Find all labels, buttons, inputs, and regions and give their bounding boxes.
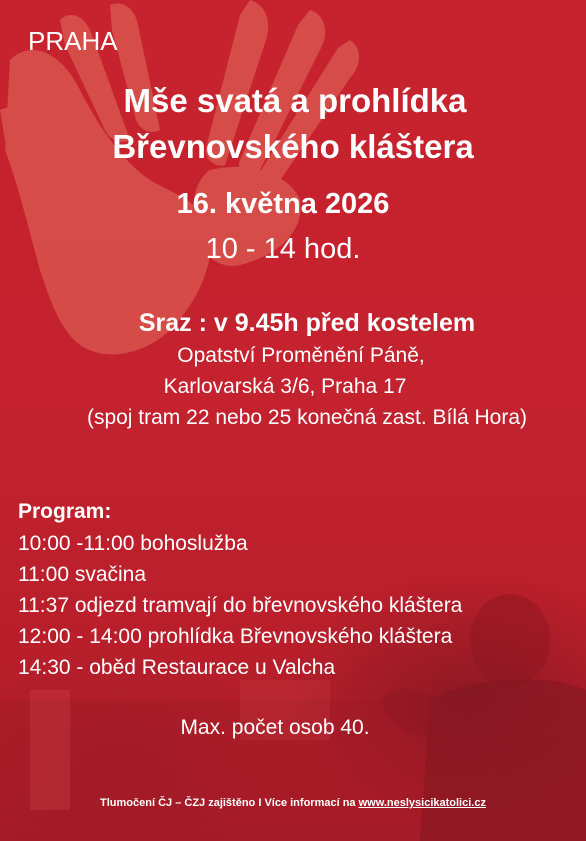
address-line: Opatství Proměnění Páně, — [177, 344, 425, 367]
program-item: 11:37 odjezd tramvají do břevnovského kláštera — [18, 594, 463, 617]
transport-info: (spoj tram 22 nebo 25 konečná zast. Bílá Hora) — [86, 406, 528, 429]
event-hours: 10 - 14 hod. — [205, 233, 361, 265]
footer-text: Tlumočení ČJ – ČZJ zajištěno I Více informací na — [100, 797, 359, 809]
program-item: 11:00 svačina — [18, 563, 147, 586]
footer — [0, 798, 586, 809]
capacity-note: Max. počet osob 40. — [180, 716, 370, 739]
program-item: 14:30 - oběd Restaurace u Valcha — [18, 656, 336, 679]
program-item: 10:00 -11:00 bohoslužba — [18, 532, 248, 555]
event-title-line-2: Břevnovského kláštera — [112, 128, 474, 165]
city-label: PRAHA — [28, 26, 118, 56]
event-title-line-1: Mše svatá a prohlídka — [123, 82, 467, 119]
event-date: 16. května 2026 — [176, 188, 390, 220]
meeting-point: Sraz : v 9.45h před kostelem — [138, 309, 476, 337]
program-heading: Program: — [18, 500, 112, 523]
website-link[interactable]: www.neslysicikatolici.cz — [358, 797, 486, 809]
program-item: 12:00 - 14:00 prohlídka Břevnovského kláštera — [18, 625, 453, 648]
address-line: Karlovarská 3/6, Praha 17 — [163, 375, 407, 398]
